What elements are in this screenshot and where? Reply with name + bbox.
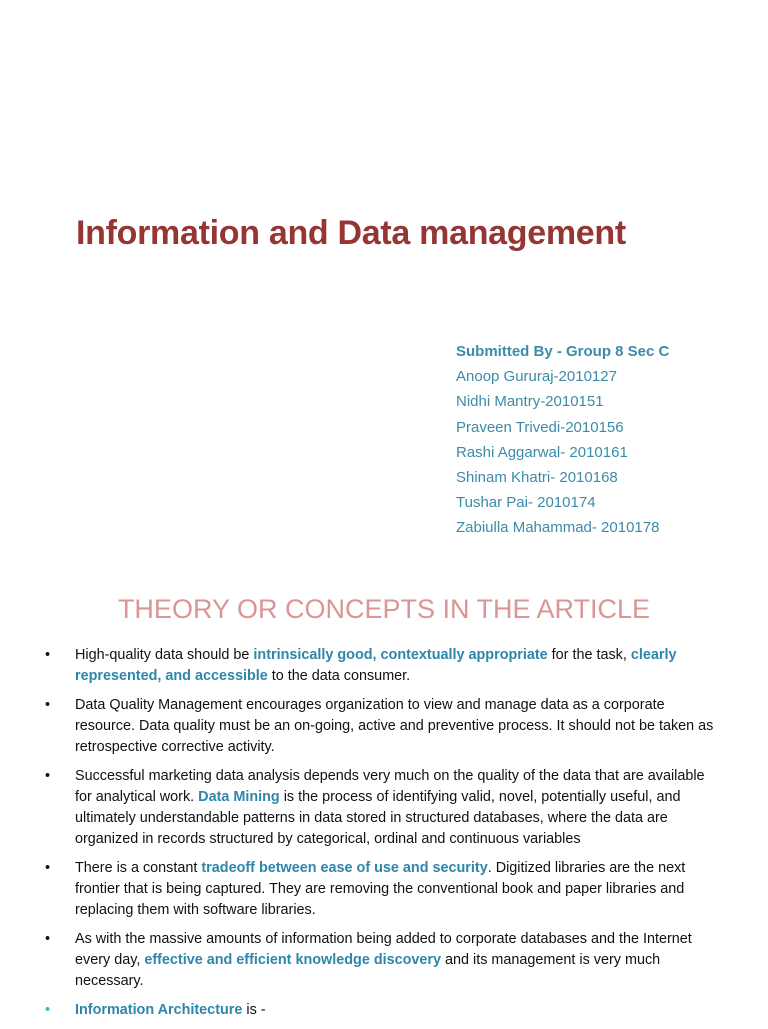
submitted-by-block xyxy=(456,339,669,541)
highlighted-phrase: Data Mining xyxy=(198,789,280,805)
bullet-text: As with the massive amounts of information being added to corporate databases and the Internet every day, xyxy=(75,931,692,968)
submitted-by-heading: Submitted By - Group 8 Sec C xyxy=(456,343,670,360)
bullet-item xyxy=(45,929,725,992)
bullet-text: . Digitized libraries are the next frontier that is being captured. They are removing the conventional book and paper libraries and replacing them with software libraries. xyxy=(75,860,686,918)
highlighted-phrase: effective and efficient knowledge discovery xyxy=(144,952,442,968)
highlighted-phrase: intrinsically good, contextually appropriate xyxy=(253,647,548,663)
bullet-icon: • xyxy=(45,768,51,784)
bullet-item xyxy=(45,1000,725,1021)
bullet-item xyxy=(45,858,725,921)
bullet-icon: • xyxy=(45,860,51,876)
highlighted-phrase: tradeoff between ease of use and security xyxy=(201,860,488,876)
bullet-text: is - xyxy=(242,1002,266,1018)
group-member: Tushar Pai- 2010174 xyxy=(456,494,596,512)
bullet-text: High-quality data should be xyxy=(75,647,254,663)
bullet-text: and its management is very much necessary. xyxy=(75,952,661,989)
bullet-icon: • xyxy=(45,1002,51,1018)
group-member: Rashi Aggarwal- 2010161 xyxy=(456,443,628,461)
bullet-item xyxy=(45,645,725,687)
bullet-icon: • xyxy=(45,931,51,947)
highlighted-phrase: clearly represented, and accessible xyxy=(75,647,677,684)
bullet-item xyxy=(45,695,725,758)
section-heading: THEORY OR CONCEPTS IN THE ARTICLE xyxy=(117,594,651,624)
bullet-text: Successful marketing data analysis depends very much on the quality of the data that are available for analytical work. xyxy=(75,768,705,805)
bullet-text: is the process of identifying valid, novel, potentially useful, and ultimately understandable patterns in data stored in structured databases, where the data are organized in records structured by categorical, ordinal and continuous variables xyxy=(75,789,681,847)
bullet-icon: • xyxy=(45,697,51,713)
bullet-item xyxy=(45,766,725,850)
slide-title: Information and Data management xyxy=(76,214,626,252)
bullet-text: There is a constant xyxy=(75,860,202,876)
bullet-icon: • xyxy=(45,647,51,663)
group-member: Praveen Trivedi-2010156 xyxy=(456,418,624,436)
group-member: Nidhi Mantry-2010151 xyxy=(456,393,604,411)
group-member: Shinam Khatri- 2010168 xyxy=(456,469,618,487)
group-member: Zabiulla Mahammad- 2010178 xyxy=(456,519,660,537)
group-member: Anoop Gururaj-2010127 xyxy=(456,368,617,386)
concept-bullet-list xyxy=(45,645,725,1029)
highlighted-phrase: Information Architecture xyxy=(75,1002,243,1018)
bullet-text: for the task, xyxy=(547,647,631,663)
bullet-text: Data Quality Management encourages organization to view and manage data as a corporate resource. Data quality must be an on-going, active and preventive process. It should not be taken as retrospective corrective activity. xyxy=(75,697,714,755)
bullet-text: to the data consumer. xyxy=(267,668,411,684)
